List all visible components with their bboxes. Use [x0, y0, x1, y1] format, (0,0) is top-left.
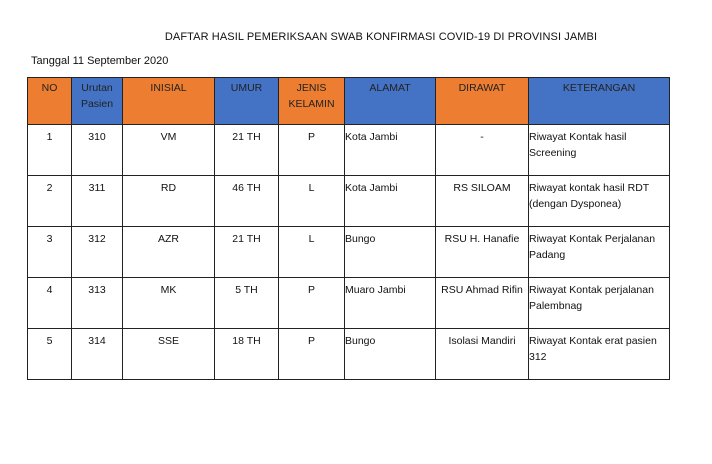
cell-no: 2 — [28, 176, 72, 227]
cell-alamat: Bungo — [345, 329, 436, 380]
case-table — [27, 77, 670, 380]
cell-keterangan: Riwayat kontak hasil RDT (dengan Dysponea) — [529, 176, 670, 227]
page-title: DAFTAR HASIL PEMERIKSAAN SWAB KONFIRMASI COVID-19 DI PROVINSI JAMBI — [164, 31, 598, 43]
cell-inisial: AZR — [123, 227, 215, 278]
table-row — [28, 227, 670, 278]
cell-no: 4 — [28, 278, 72, 329]
header-keterangan: KETERANGAN — [529, 78, 670, 125]
cell-alamat: Kota Jambi — [345, 125, 436, 176]
cell-umur: 46 TH — [215, 176, 279, 227]
cell-alamat: Bungo — [345, 227, 436, 278]
header-urutan-pasien: Urutan Pasien — [72, 78, 123, 125]
cell-dirawat: RSU H. Hanafie — [436, 227, 529, 278]
cell-umur: 21 TH — [215, 125, 279, 176]
cell-alamat: Kota Jambi — [345, 176, 436, 227]
cell-umur: 5 TH — [215, 278, 279, 329]
cell-alamat: Muaro Jambi — [345, 278, 436, 329]
cell-jenis-kelamin: P — [279, 125, 345, 176]
cell-dirawat: RS SILOAM — [436, 176, 529, 227]
cell-urutan: 311 — [72, 176, 123, 227]
cell-keterangan: Riwayat Kontak erat pasien 312 — [529, 329, 670, 380]
table-row — [28, 329, 670, 380]
cell-umur: 18 TH — [215, 329, 279, 380]
cell-inisial: SSE — [123, 329, 215, 380]
cell-dirawat: Isolasi Mandiri — [436, 329, 529, 380]
cell-keterangan: Riwayat Kontak Perjalanan Padang — [529, 227, 670, 278]
cell-jenis-kelamin: P — [279, 329, 345, 380]
cell-no: 1 — [28, 125, 72, 176]
header-dirawat: DIRAWAT — [436, 78, 529, 125]
header-inisial: INISIAL — [123, 78, 215, 125]
cell-jenis-kelamin: L — [279, 227, 345, 278]
cell-dirawat: RSU Ahmad Rifin — [436, 278, 529, 329]
cell-urutan: 314 — [72, 329, 123, 380]
cell-urutan: 313 — [72, 278, 123, 329]
cell-no: 5 — [28, 329, 72, 380]
cell-urutan: 312 — [72, 227, 123, 278]
table-row — [28, 278, 670, 329]
cell-inisial: RD — [123, 176, 215, 227]
header-row — [28, 78, 670, 125]
header-alamat: ALAMAT — [345, 78, 436, 125]
header-umur: UMUR — [215, 78, 279, 125]
report-date: Tanggal 11 September 2020 — [31, 55, 169, 67]
cell-no: 3 — [28, 227, 72, 278]
cell-keterangan: Riwayat Kontak perjalanan Palembnag — [529, 278, 670, 329]
cell-jenis-kelamin: P — [279, 278, 345, 329]
header-no: NO — [28, 78, 72, 125]
cell-jenis-kelamin: L — [279, 176, 345, 227]
cell-keterangan: Riwayat Kontak hasil Screening — [529, 125, 670, 176]
table-row — [28, 125, 670, 176]
cell-umur: 21 TH — [215, 227, 279, 278]
cell-urutan: 310 — [72, 125, 123, 176]
table-row — [28, 176, 670, 227]
header-jenis-kelamin: JENIS KELAMIN — [279, 78, 345, 125]
cell-dirawat: - — [436, 125, 529, 176]
cell-inisial: VM — [123, 125, 215, 176]
cell-inisial: MK — [123, 278, 215, 329]
